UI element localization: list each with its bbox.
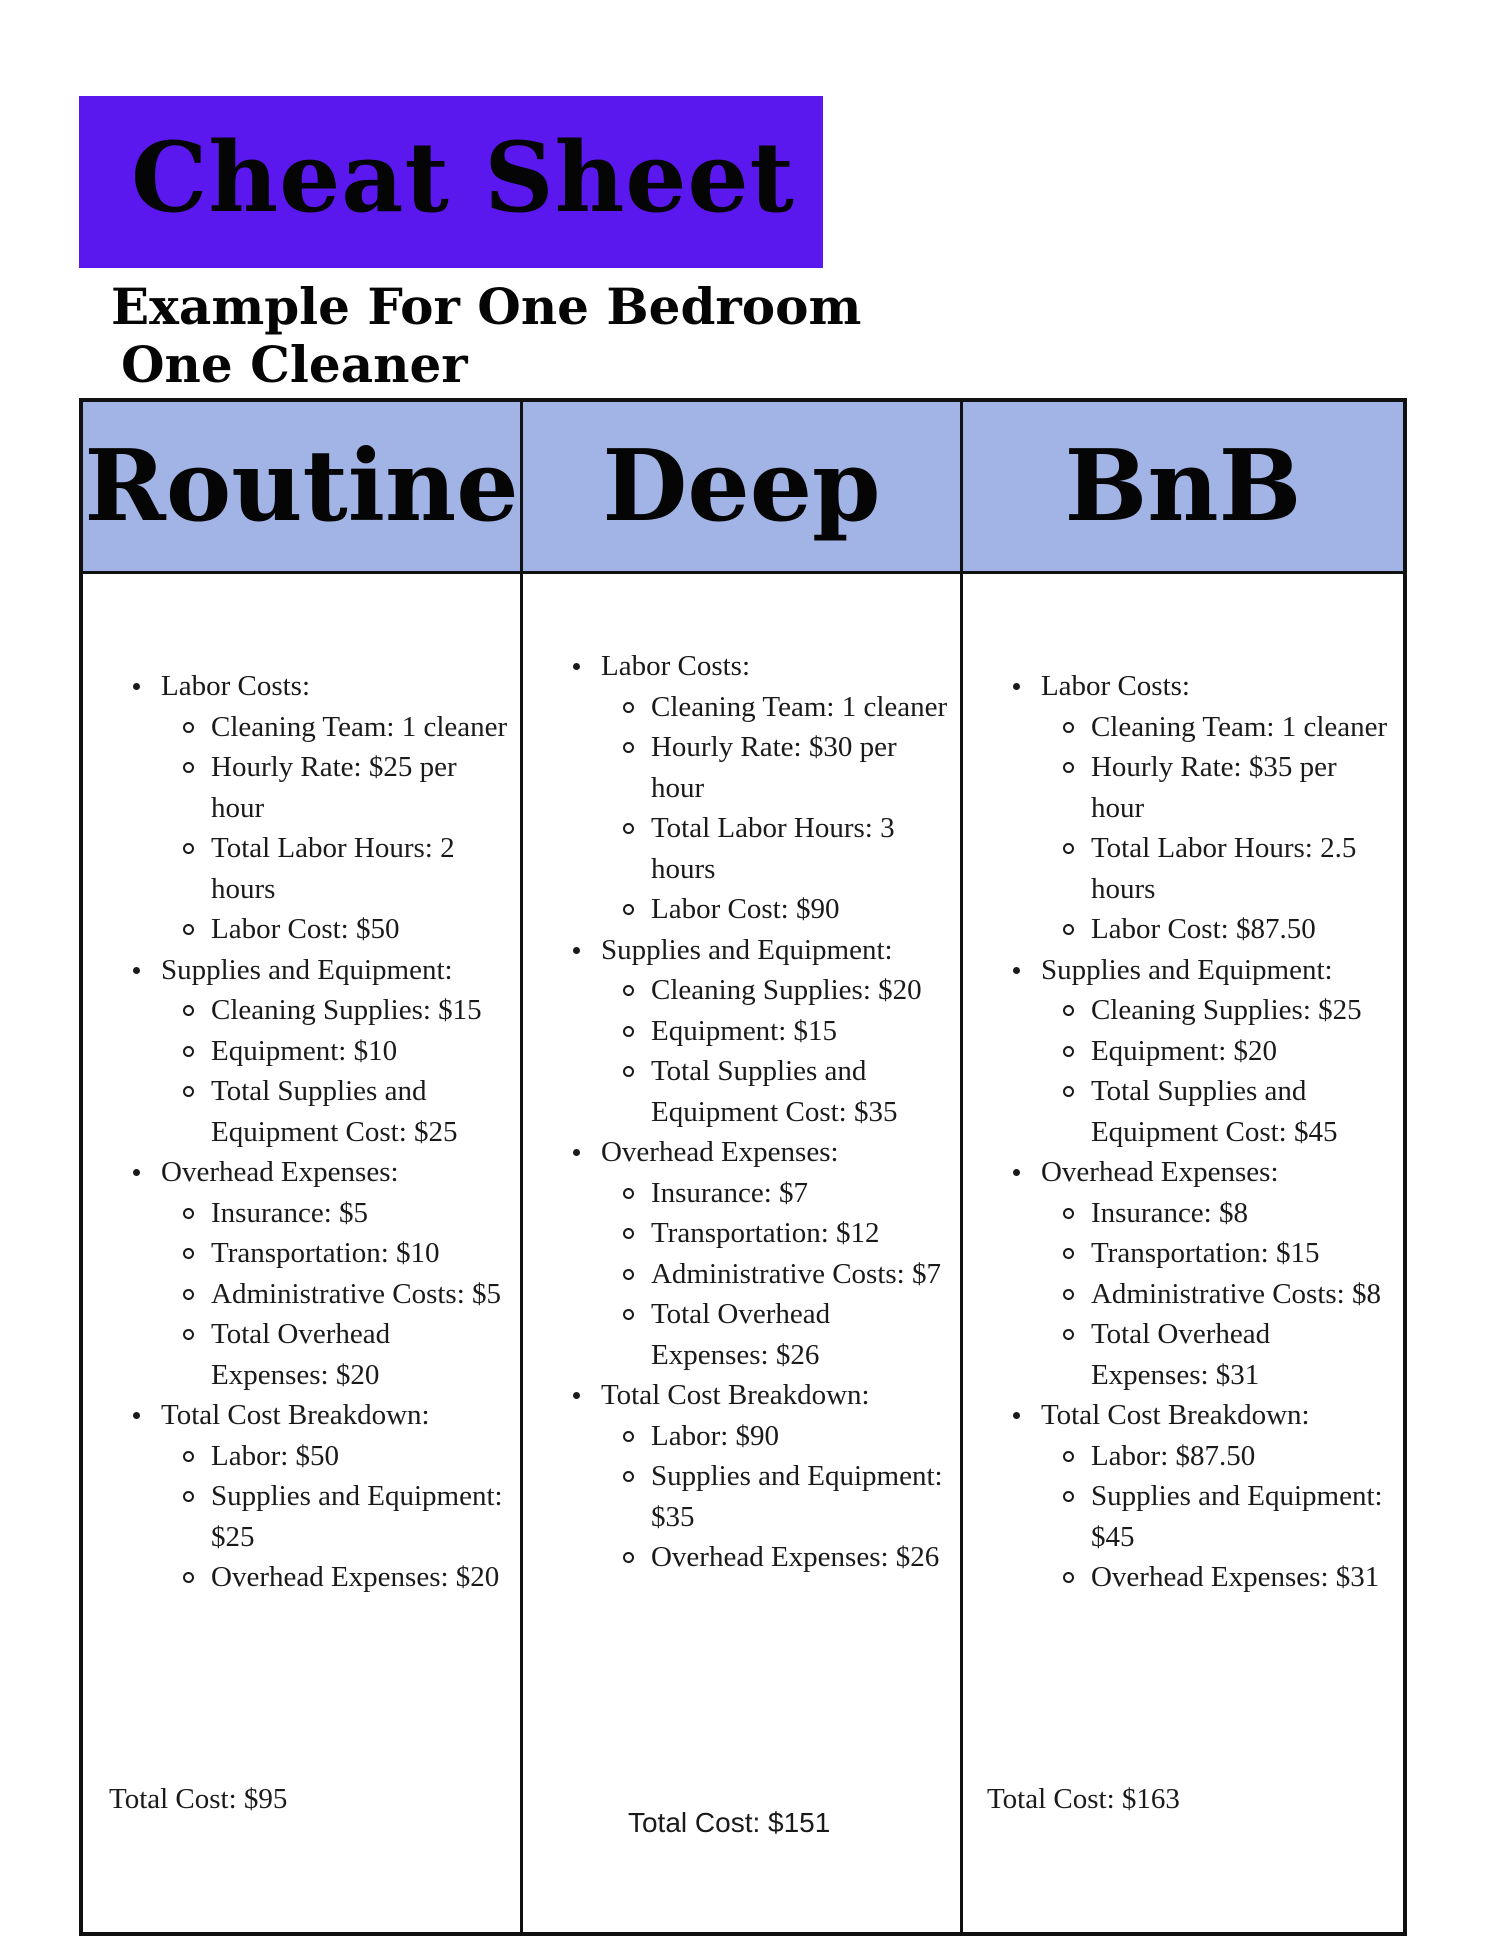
section-item xyxy=(133,950,510,1153)
cost-list xyxy=(1013,666,1393,1598)
sub-list xyxy=(623,1173,950,1376)
list-item: Total Labor Hours: 2.5 hours xyxy=(1063,828,1393,909)
section-item xyxy=(573,646,950,930)
section-item xyxy=(573,1132,950,1375)
list-item: Hourly Rate: $35 per hour xyxy=(1063,747,1393,828)
column-body xyxy=(523,577,960,1932)
sub-list xyxy=(623,687,950,930)
list-item: Cleaning Supplies: $20 xyxy=(623,970,950,1011)
total-cost: Total Cost: $95 xyxy=(109,1783,288,1815)
list-item: Supplies and Equipment: $35 xyxy=(623,1456,950,1537)
list-item: Overhead Expenses: $20 xyxy=(183,1557,510,1598)
list-item: Total Overhead Expenses: $20 xyxy=(183,1314,510,1395)
list-item: Supplies and Equipment: $25 xyxy=(183,1476,510,1557)
section-label: Labor Costs: xyxy=(600,650,751,682)
list-item: Total Labor Hours: 2 hours xyxy=(183,828,510,909)
list-item: Total Overhead Expenses: $31 xyxy=(1063,1314,1393,1395)
list-item: Labor Cost: $87.50 xyxy=(1063,909,1393,950)
sub-list xyxy=(1063,707,1393,950)
column-routine xyxy=(83,402,523,1932)
section-label: Overhead Expenses: xyxy=(600,1136,839,1168)
sub-list xyxy=(623,970,950,1132)
list-item: Administrative Costs: $8 xyxy=(1063,1274,1393,1315)
column-header xyxy=(523,402,960,574)
section-label: Total Cost Breakdown: xyxy=(161,1399,430,1431)
list-item: Labor: $90 xyxy=(623,1416,950,1457)
list-item: Labor Cost: $50 xyxy=(183,909,510,950)
list-item: Insurance: $7 xyxy=(623,1173,950,1214)
section-item xyxy=(1013,1152,1393,1395)
section-label: Supplies and Equipment: xyxy=(161,953,453,986)
sub-list xyxy=(1063,1436,1393,1598)
sub-list xyxy=(183,707,510,950)
list-item: Cleaning Team: 1 cleaner xyxy=(183,707,510,748)
section-label: Labor Costs: xyxy=(161,670,311,702)
sub-list xyxy=(183,990,510,1152)
total-cost: Total Cost: $151 xyxy=(627,1807,831,1838)
section-label: Supplies and Equipment: xyxy=(600,933,893,966)
list-item: Total Labor Hours: 3 hours xyxy=(623,808,950,889)
list-item: Administrative Costs: $5 xyxy=(183,1274,510,1315)
column-deep xyxy=(523,402,963,1932)
list-item: Transportation: $15 xyxy=(1063,1233,1393,1274)
list-item: Total Supplies and Equipment Cost: $45 xyxy=(1063,1071,1393,1152)
list-item: Equipment: $20 xyxy=(1063,1031,1393,1072)
section-item xyxy=(1013,1395,1393,1598)
section-item xyxy=(1013,950,1393,1153)
column-header-label: Routine xyxy=(84,428,519,544)
page-title: Cheat Sheet xyxy=(131,121,795,234)
cost-list xyxy=(573,646,950,1578)
list-item: Supplies and Equipment: $45 xyxy=(1063,1476,1393,1557)
list-item: Labor Cost: $90 xyxy=(623,889,950,930)
list-item: Transportation: $12 xyxy=(623,1213,950,1254)
list-item: Labor: $87.50 xyxy=(1063,1436,1393,1477)
subtitle xyxy=(111,278,861,394)
section-item xyxy=(573,1375,950,1578)
section-label: Total Cost Breakdown: xyxy=(600,1379,870,1411)
column-bnb xyxy=(963,402,1403,1932)
list-item: Cleaning Team: 1 cleaner xyxy=(623,687,950,728)
list-item: Transportation: $10 xyxy=(183,1233,510,1274)
list-item: Equipment: $10 xyxy=(183,1031,510,1072)
list-item: Total Supplies and Equipment Cost: $35 xyxy=(623,1051,950,1132)
total-cost: Total Cost: $163 xyxy=(986,1783,1180,1815)
list-item: Insurance: $8 xyxy=(1063,1193,1393,1234)
list-item: Cleaning Supplies: $25 xyxy=(1063,990,1393,1031)
column-header xyxy=(963,402,1403,574)
sub-list xyxy=(1063,990,1393,1152)
list-item: Administrative Costs: $7 xyxy=(623,1254,950,1295)
section-item xyxy=(1013,666,1393,950)
section-item xyxy=(133,1395,510,1598)
cost-list xyxy=(133,666,510,1598)
list-item: Cleaning Supplies: $15 xyxy=(183,990,510,1031)
section-label: Overhead Expenses: xyxy=(1040,1156,1279,1188)
list-item: Hourly Rate: $30 per hour xyxy=(623,727,950,808)
title-banner xyxy=(79,96,823,268)
sub-list xyxy=(183,1193,510,1396)
section-item xyxy=(573,930,950,1133)
sub-list xyxy=(183,1436,510,1598)
cost-comparison-table xyxy=(79,398,1407,1936)
list-item: Total Supplies and Equipment Cost: $25 xyxy=(183,1071,510,1152)
column-header-label: BnB xyxy=(1064,428,1302,544)
list-item: Equipment: $15 xyxy=(623,1011,950,1052)
section-label: Supplies and Equipment: xyxy=(1040,953,1333,986)
list-item: Labor: $50 xyxy=(183,1436,510,1477)
column-header-label: Deep xyxy=(602,428,881,544)
column-body xyxy=(963,577,1403,1932)
section-label: Total Cost Breakdown: xyxy=(1040,1399,1310,1431)
section-label: Overhead Expenses: xyxy=(161,1156,399,1188)
list-item: Cleaning Team: 1 cleaner xyxy=(1063,707,1393,748)
sub-list xyxy=(623,1416,950,1578)
column-body xyxy=(83,577,520,1932)
section-item xyxy=(133,666,510,950)
list-item: Hourly Rate: $25 per hour xyxy=(183,747,510,828)
list-item: Overhead Expenses: $31 xyxy=(1063,1557,1393,1598)
section-label: Labor Costs: xyxy=(1040,670,1190,702)
subtitle-line-2: One Cleaner xyxy=(121,335,468,394)
section-item xyxy=(133,1152,510,1395)
list-item: Insurance: $5 xyxy=(183,1193,510,1234)
sub-list xyxy=(1063,1193,1393,1396)
list-item: Total Overhead Expenses: $26 xyxy=(623,1294,950,1375)
subtitle-line-1: Example For One Bedroom xyxy=(111,277,862,336)
list-item: Overhead Expenses: $26 xyxy=(623,1537,950,1578)
column-header xyxy=(83,402,520,574)
